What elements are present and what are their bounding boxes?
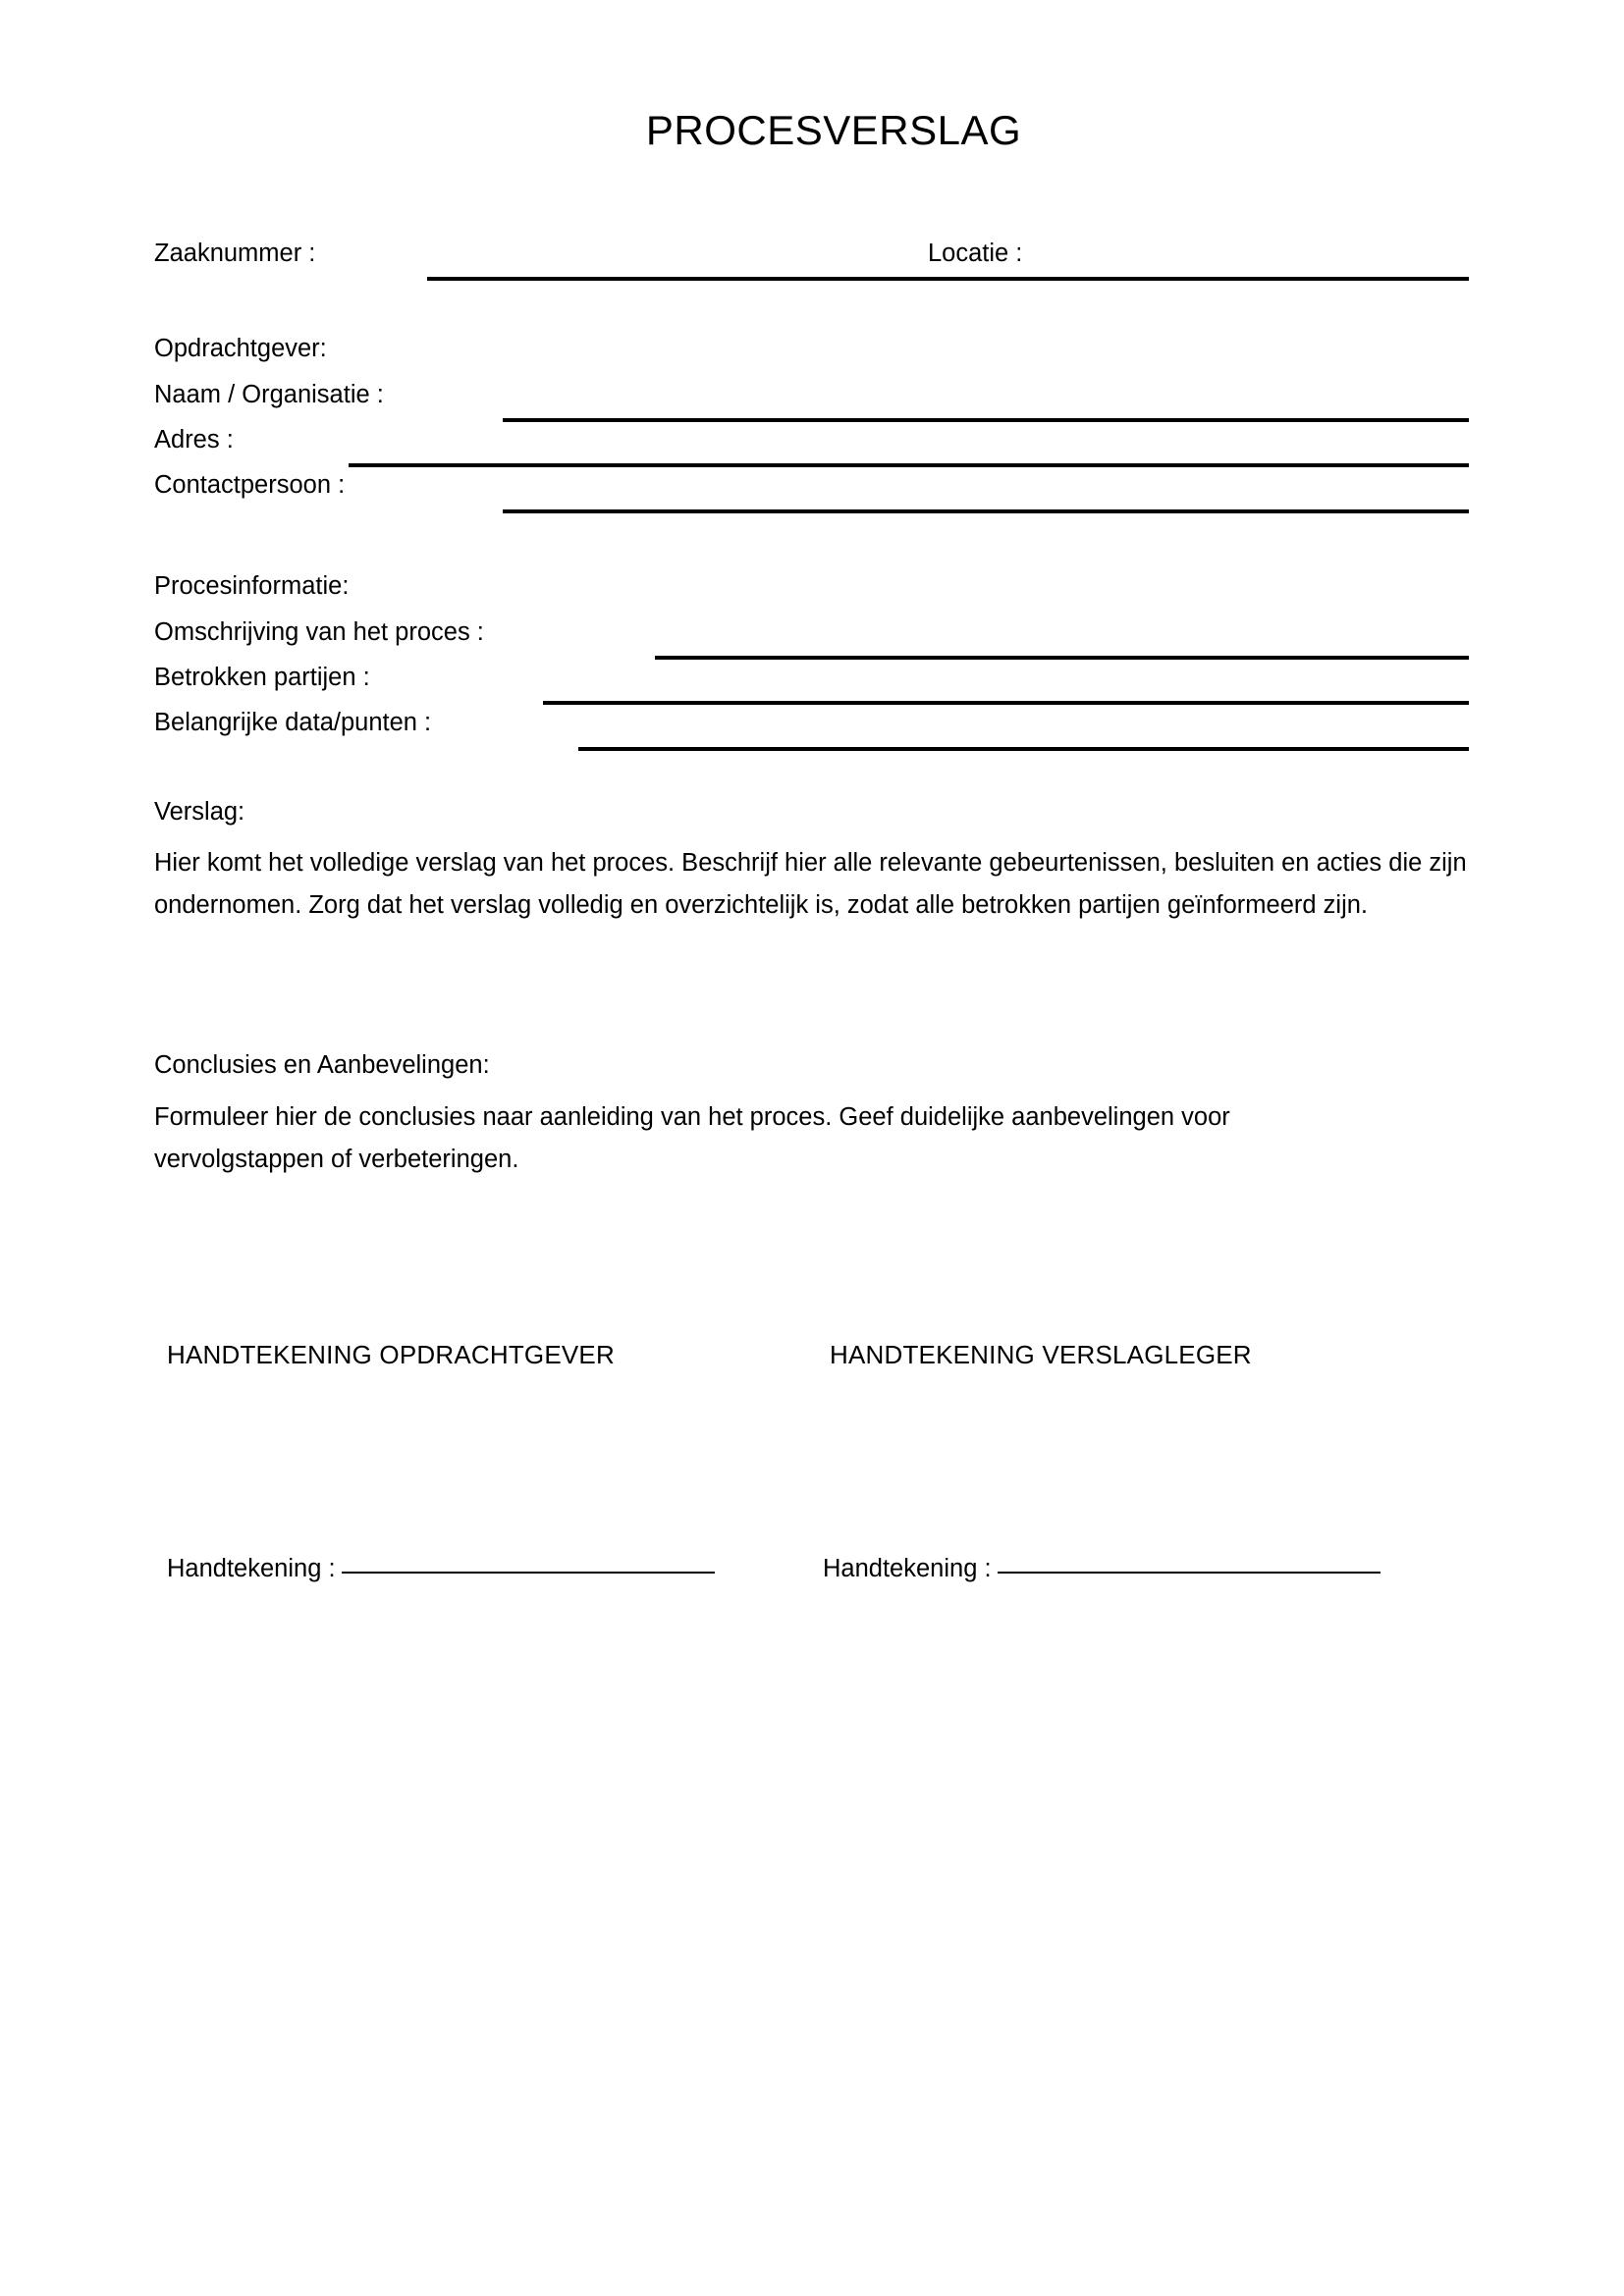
label-adres: Adres : <box>154 426 234 454</box>
heading-conclusies: Conclusies en Aanbevelingen: <box>154 1051 490 1079</box>
input-line-handtekening-left[interactable] <box>342 1572 715 1574</box>
label-handtekening-left: Handtekening : <box>167 1555 336 1582</box>
page-title-text: PROCESVERSLAG <box>645 107 1022 153</box>
input-line-contactpersoon[interactable] <box>503 509 1469 513</box>
verslag-body-text: Hier komt het volledige verslag van het proces. Beschrijf hier alle relevante gebeurtenissen, besluiten en acties die zijn ondernomen. Zorg dat het verslag volledig en overzichtelijk is, zodat alle betrokken partijen geïnformeerd zijn. <box>154 849 1467 919</box>
label-locatie: Locatie : <box>928 240 1023 267</box>
label-contactpersoon: Contactpersoon : <box>154 471 346 499</box>
heading-procesinformatie: Procesinformatie: <box>154 572 350 600</box>
label-betrokken-partijen: Betrokken partijen : <box>154 664 370 691</box>
page-title <box>0 107 1624 153</box>
input-line-belangrijke-data[interactable] <box>578 747 1469 751</box>
heading-verslag: Verslag: <box>154 798 245 826</box>
label-omschrijving-proces: Omschrijving van het proces : <box>154 618 484 646</box>
heading-handtekening-opdrachtgever: HANDTEKENING OPDRACHTGEVER <box>167 1340 615 1369</box>
input-line-adres[interactable] <box>349 463 1469 467</box>
signature-field-right <box>823 1554 1380 1583</box>
conclusies-body-text: Formuleer hier de conclusies naar aanleiding van het proces. Geef duidelijke aanbevelingen voor vervolgstappen of verbeteringen. <box>154 1103 1230 1173</box>
input-line-naam-organisatie[interactable] <box>503 418 1469 422</box>
label-zaaknummer: Zaaknummer : <box>154 240 316 267</box>
input-line-betrokken-partijen[interactable] <box>543 701 1469 705</box>
label-handtekening-right: Handtekening : <box>823 1555 992 1582</box>
input-line-omschrijving-proces[interactable] <box>655 656 1469 660</box>
heading-opdrachtgever: Opdrachtgever: <box>154 335 327 362</box>
input-line-handtekening-right[interactable] <box>998 1572 1380 1574</box>
signature-field-left <box>167 1554 715 1583</box>
label-belangrijke-data: Belangrijke data/punten : <box>154 709 432 736</box>
label-naam-organisatie: Naam / Organisatie : <box>154 381 384 408</box>
input-line-zaaknummer-locatie[interactable] <box>427 277 1469 281</box>
heading-handtekening-verslaglegger: HANDTEKENING VERSLAGLEGER <box>830 1340 1252 1369</box>
